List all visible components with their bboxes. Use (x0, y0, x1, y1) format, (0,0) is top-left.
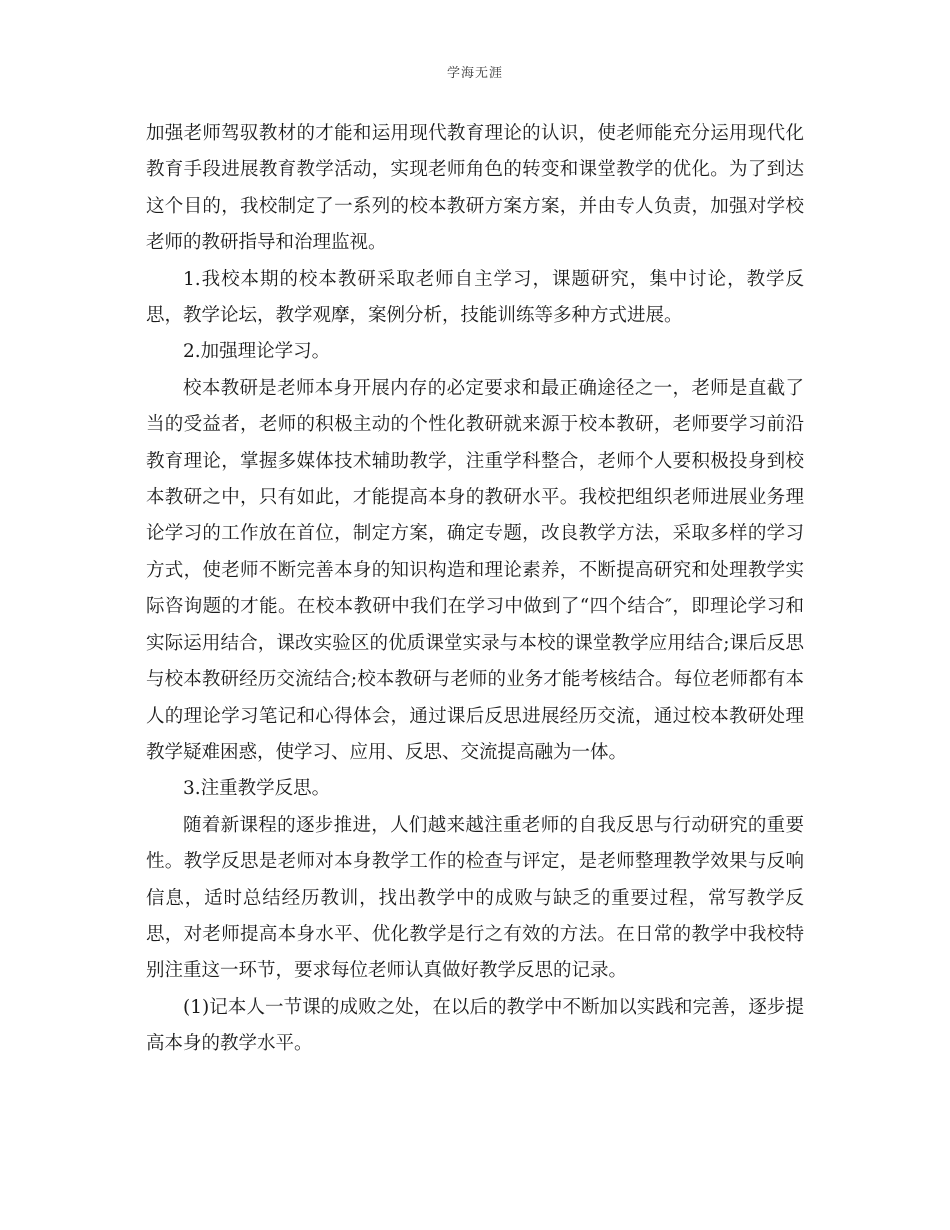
document-body (146, 116, 804, 1063)
paragraph-item-1: 1.我校本期的校本教研采取老师自主学习，课题研究，集中讨论，教学反思，教学论坛，教学观摩，案例分析，技能训练等多种方式进展。 (146, 268, 804, 327)
paragraph-reflection: 随着新课程的逐步推进，人们越来越注重老师的自我反思与行动研究的重要性。教学反思是老师对本身教学工作的检查与评定，是老师整理教学效果与反响信息，适时总结经历教训，找出教学中的成败与缺乏的重要过程，常写教学反思，对老师提高本身水平、优化教学是行之有效的方法。在日常的教学中我校特别注重这一环节，要求每位老师认真做好教学反思的记录。 (146, 814, 804, 982)
paragraph-intro-continued: 加强老师驾驭教材的才能和运用现代教育理论的认识，使老师能充分运用现代化教育手段进展教育教学活动，实现老师角色的转变和课堂教学的优化。为了到达这个目的，我校制定了一系列的校本教研方案方案，并由专人负责，加强对学校老师的教研指导和治理监视。 (146, 123, 804, 254)
paragraph-sub-item-1: (1)记本人一节课的成败之处，在以后的教学中不断加以实践和完善，逐步提高本身的教学水平。 (146, 996, 804, 1055)
paragraph-heading-2: 2.加强理论学习。 (183, 341, 331, 363)
page-header: 学海无涯 (446, 66, 503, 81)
paragraph-heading-3: 3.注重教学反思。 (183, 778, 331, 800)
paragraph-theory-study: 校本教研是老师本身开展内存的必定要求和最正确途径之一，老师是直截了当的受益者，老师的积极主动的个性化教研就来源于校本教研，老师要学习前沿教育理论，掌握多媒体技术辅助教学，注重学科整合，老师个人要积极投身到校本教研之中，只有如此，才能提高本身的教研水平。我校把组织老师进展业务理论学习的工作放在首位，制定方案，确定专题，改良教学方法，采取多样的学习方式，使老师不断完善本身的知识构造和理论素养，不断提高研究和处理教学实际咨询题的才能。在校本教研中我们在学习中做到了“四个结合″，即理论学习和实际运用结合，课改实验区的优质课堂实录与本校的课堂教学应用结合;课后反思与校本教研经历交流结合;校本教研与老师的业务才能考核结合。每位老师都有本人的理论学习笔记和心得体会，通过课后反思进展经历交流，通过校本教研处理教学疑难困惑，使学习、应用、反思、交流提高融为一体。 (146, 377, 804, 763)
